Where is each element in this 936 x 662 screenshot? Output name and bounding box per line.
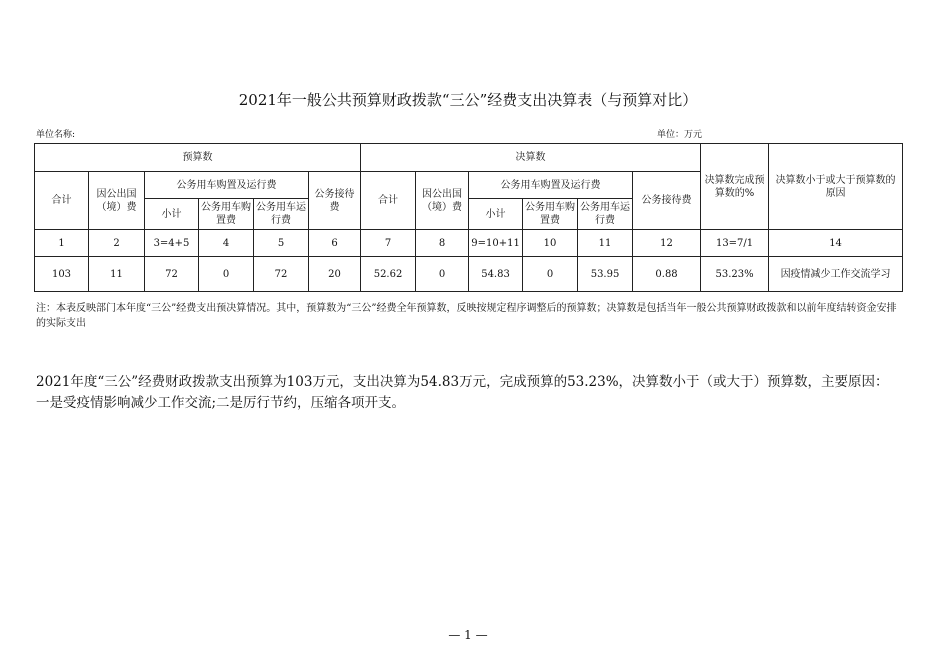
table-cell: 5 [254, 230, 309, 257]
table-cell: 1 [35, 230, 89, 257]
table-cell: 14 [769, 230, 903, 257]
actual-total-header: 合计 [361, 172, 416, 230]
actual-vehicle-header: 公务用车购置及运行费 [469, 172, 633, 199]
table-cell: 11 [89, 257, 145, 292]
table-cell: 103 [35, 257, 89, 292]
table-cell: 72 [254, 257, 309, 292]
budget-operation-header: 公务用车运行费 [254, 199, 309, 230]
table-cell: 0 [523, 257, 578, 292]
table-cell: 53.95 [578, 257, 633, 292]
page-number: — 1 — [448, 628, 488, 642]
budget-abroad-header: 因公出国（境）费 [89, 172, 145, 230]
actual-group-header: 决算数 [361, 144, 701, 172]
actual-subtotal-header: 小计 [469, 199, 523, 230]
actual-reception-header: 公务接待费 [633, 172, 701, 230]
table-cell: 0 [416, 257, 469, 292]
budget-purchase-header: 公务用车购置费 [199, 199, 254, 230]
actual-operation-header: 公务用车运行费 [578, 199, 633, 230]
table-cell: 4 [199, 230, 254, 257]
budget-reception-header: 公务接待费 [309, 172, 361, 230]
table-cell: 53.23% [701, 257, 769, 292]
table-cell: 10 [523, 230, 578, 257]
table-cell: 54.83 [469, 257, 523, 292]
completion-header: 决算数完成预算数的% [701, 144, 769, 230]
budget-group-header: 预算数 [35, 144, 361, 172]
table-cell: 13=7/1 [701, 230, 769, 257]
table-cell: 6 [309, 230, 361, 257]
table-cell: 52.62 [361, 257, 416, 292]
table-row-index [35, 230, 903, 257]
budget-total-header: 合计 [35, 172, 89, 230]
unit-name-label: 单位名称: [36, 130, 76, 140]
table-cell: 0 [199, 257, 254, 292]
table-note: 注：本表反映部门本年度“三公”经费支出预决算情况。其中，预算数为“三公”经费全年预算数，反映按规定程序调整后的预算数；决算数是包括当年一般公共预算财政拨款和以前年度结转资金安排的实际支出 [36, 303, 897, 329]
actual-abroad-header: 因公出国（境）费 [416, 172, 469, 230]
table-cell: 3=4+5 [145, 230, 199, 257]
unit-label: 单位：万元 [657, 130, 703, 140]
table-cell: 8 [416, 230, 469, 257]
table-row-values [35, 257, 903, 292]
actual-purchase-header: 公务用车购置费 [523, 199, 578, 230]
table-cell: 11 [578, 230, 633, 257]
table-cell: 2 [89, 230, 145, 257]
budget-subtotal-header: 小计 [145, 199, 199, 230]
page-title: 2021年一般公共预算财政拨款“三公”经费支出决算表（与预算对比） [238, 91, 698, 109]
table-cell: 因疫情减少工作交流学习 [769, 257, 903, 292]
table-cell: 7 [361, 230, 416, 257]
table-cell: 20 [309, 257, 361, 292]
summary-paragraph: 2021年度“三公”经费财政拨款支出预算为103万元，支出决算为54.83万元，完成预算的53.23%，决算数小于（或大于）预算数，主要原因：一是受疫情影响减少工作交流;二是厉行节约，压缩各项开支。 [36, 374, 889, 411]
table-cell: 0.88 [633, 257, 701, 292]
budget-vehicle-header: 公务用车购置及运行费 [145, 172, 309, 199]
table-cell: 12 [633, 230, 701, 257]
table-cell: 9=10+11 [469, 230, 523, 257]
budget-table [34, 143, 903, 292]
table-cell: 72 [145, 257, 199, 292]
reason-header: 决算数小于或大于预算数的原因 [769, 144, 903, 230]
